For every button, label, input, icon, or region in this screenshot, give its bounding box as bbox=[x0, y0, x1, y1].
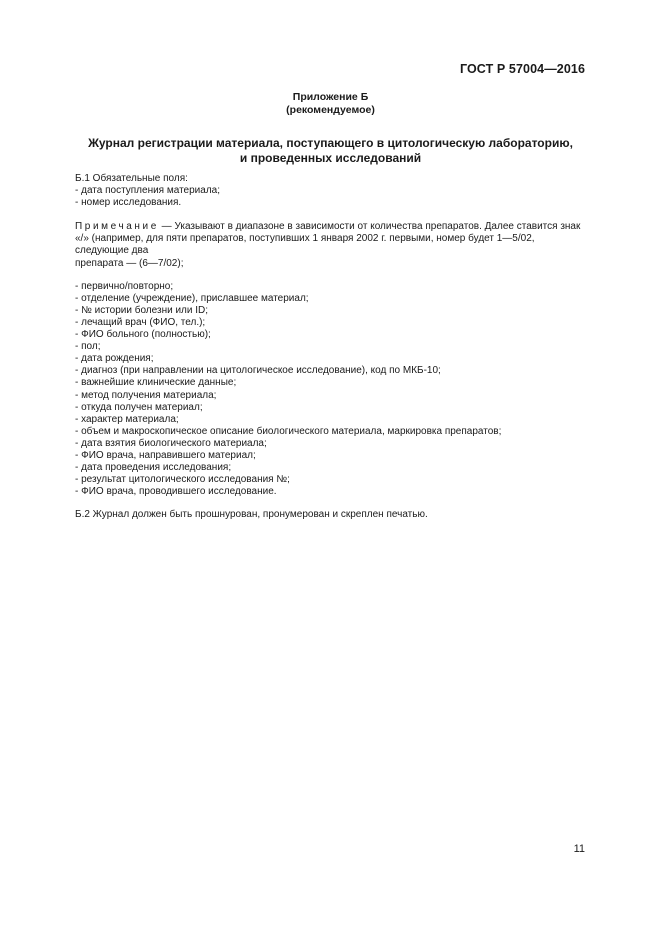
list-item: - дата проведения исследования; bbox=[75, 462, 232, 474]
note-line-3: препарата — (6—7/02); bbox=[75, 257, 184, 269]
list-item: - ФИО врача, проводившего исследование. bbox=[75, 486, 277, 498]
list-item: - отделение (учреждение), приславшее материал; bbox=[75, 292, 309, 304]
section-b1 bbox=[75, 173, 585, 209]
list-item: - № истории болезни или ID; bbox=[75, 304, 209, 316]
additional-fields-list bbox=[75, 281, 585, 499]
mandatory-field-item: - дата поступления материала; bbox=[75, 185, 221, 197]
list-item: - дата взятия биологического материала; bbox=[75, 437, 267, 449]
document-title bbox=[60, 136, 601, 165]
standard-code: ГОСТ Р 57004—2016 bbox=[459, 62, 585, 76]
document-body bbox=[75, 173, 585, 521]
list-item: - метод получения материала; bbox=[75, 389, 217, 401]
list-item: - пол; bbox=[75, 341, 101, 353]
note-paragraph bbox=[75, 221, 585, 269]
appendix-heading bbox=[0, 91, 661, 117]
list-item: - объем и макроскопическое описание биологического материала, маркировка препаратов; bbox=[75, 425, 502, 437]
list-item: - первично/повторно; bbox=[75, 280, 174, 292]
section-b1-heading: Б.1 Обязательные поля: bbox=[75, 173, 188, 184]
appendix-subtitle: (рекомендуемое) bbox=[286, 104, 375, 116]
list-item: - результат цитологического исследования №; bbox=[75, 474, 290, 486]
document-title-line-2: и проведенных исследований bbox=[239, 150, 422, 165]
note-line-2: «/» (например, для пяти препаратов, поступивших 1 января 2002 г. первыми, номер будет 1—5/02, следующие два bbox=[75, 233, 535, 257]
note-line-1 bbox=[75, 221, 585, 233]
document-title-line-1: Журнал регистрации материала, поступающего в цитологическую лабораторию, bbox=[88, 136, 573, 150]
note-label: Примечание bbox=[75, 221, 159, 233]
list-item: - дата рождения; bbox=[75, 353, 154, 365]
list-item: - откуда получен материал; bbox=[75, 401, 203, 413]
list-item: - диагноз (при направлении на цитологическое исследование), код по МКБ-10; bbox=[75, 365, 441, 377]
section-b2-text: Б.2 Журнал должен быть прошнурован, пронумерован и скреплен печатью. bbox=[75, 509, 428, 521]
list-item: - ФИО врача, направившего материал; bbox=[75, 449, 256, 461]
list-item: - важнейшие клинические данные; bbox=[75, 377, 237, 389]
mandatory-field-item: - номер исследования. bbox=[75, 197, 182, 209]
note-text-1: — Указывают в диапазоне в зависимости от количества препаратов. Далее ставится знак bbox=[158, 221, 581, 233]
list-item: - ФИО больного (полностью); bbox=[75, 329, 211, 341]
appendix-title: Приложение Б bbox=[292, 91, 369, 103]
list-item: - характер материала; bbox=[75, 413, 179, 425]
page-number: 11 bbox=[573, 843, 585, 855]
list-item: - лечащий врач (ФИО, тел.); bbox=[75, 316, 206, 328]
